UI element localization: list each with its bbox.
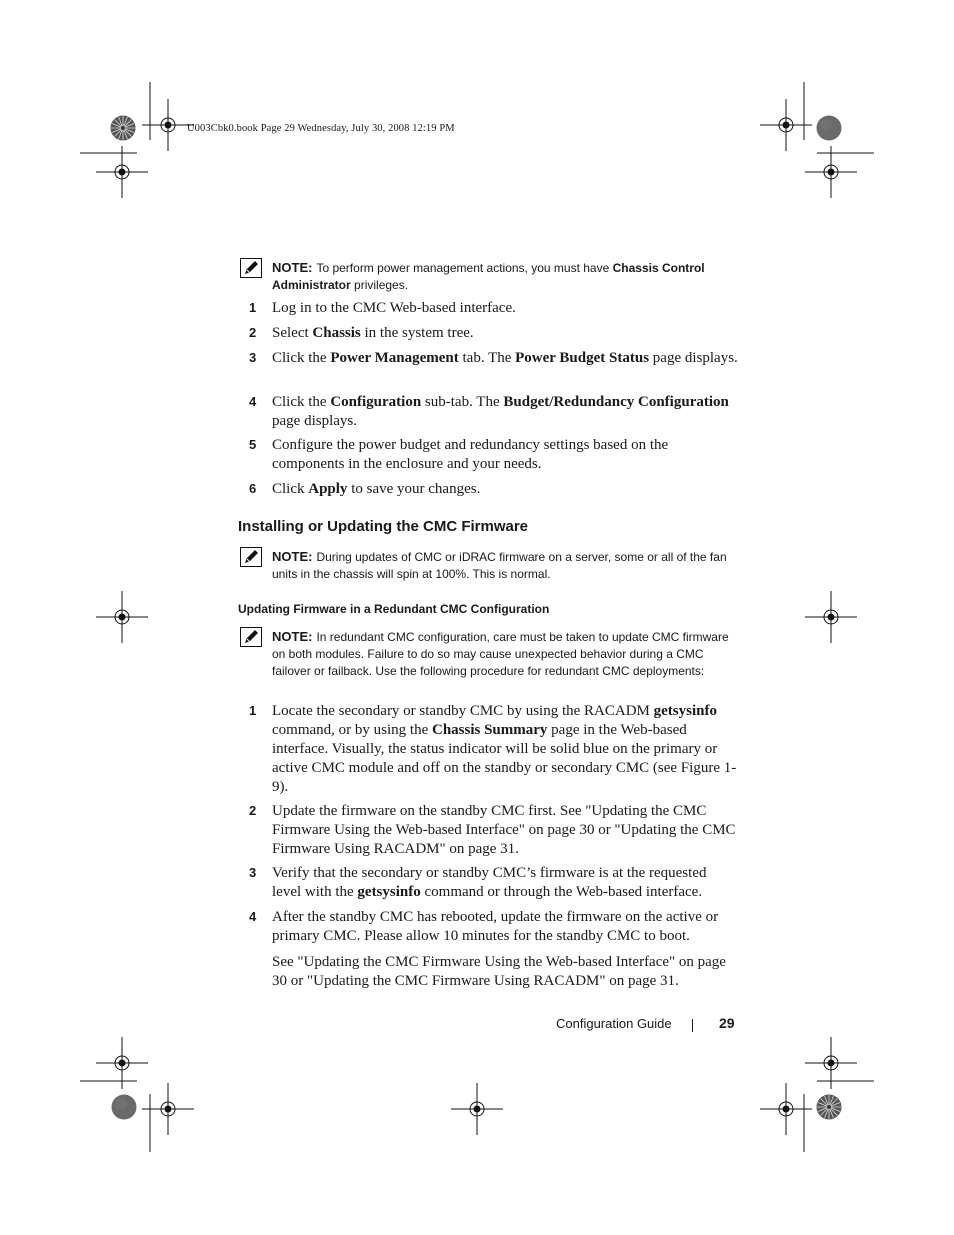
step-bold-term: getsysinfo <box>653 703 717 719</box>
crop-registration-mark-icon <box>451 1083 503 1135</box>
step-text-run: command, or by using the <box>272 722 432 738</box>
firmware-step-number: 3 <box>249 865 257 880</box>
note-text-bold: Chassis Control Administrator <box>272 261 705 292</box>
power-step-text <box>272 393 738 431</box>
pencil-note-icon <box>240 627 262 647</box>
firmware-step-text <box>272 802 738 859</box>
step-text-run: Click the <box>272 350 331 366</box>
step-text-run: Click the <box>272 394 331 410</box>
firmware-step-number: 2 <box>249 803 257 818</box>
note-power-management <box>272 259 738 294</box>
step-bold-term: Apply <box>308 481 348 497</box>
step-4-followup: See "Updating the CMC Firmware Using the Web-based Interface" on page 30 or "Updating the CMC Firmware Using RACADM" on page 31. <box>272 954 726 989</box>
gray-registration-target-icon <box>817 116 842 141</box>
firmware-step-text <box>272 702 738 797</box>
crop-registration-mark-icon <box>111 116 136 141</box>
power-step-text <box>272 299 738 318</box>
step-text-run: page displays. <box>649 350 738 366</box>
step-bold-term: Chassis Summary <box>431 722 548 738</box>
step-bold-term: Configuration <box>330 394 422 410</box>
pencil-note-icon <box>240 547 262 567</box>
step-text-run: Locate the secondary or standby CMC by using the RACADM <box>272 703 654 719</box>
power-step-number: 1 <box>249 300 257 315</box>
step-text-run: in the system tree. <box>360 325 474 341</box>
side-mark-right <box>805 591 857 643</box>
step-text-run: command or through the Web-based interface. <box>420 884 703 900</box>
crop-mark-bottom-right <box>760 1037 874 1152</box>
step-text-run: After the standby CMC has rebooted, update the firmware on the active or primary CMC. Please allow 10 minutes for the standby CMC to boot. <box>272 909 719 944</box>
note-text: During updates of CMC or iDRAC firmware on a server, some or all of the fan units in the chassis will spin at 100%. This is normal. <box>272 550 727 581</box>
footer-title: Configuration Guide <box>556 1016 672 1031</box>
step-bold-term: Chassis <box>312 325 361 341</box>
step-text-run: Configure the power budget and redundancy settings based on the components in the enclosure and your needs. <box>272 437 669 472</box>
note-label: NOTE: <box>272 629 313 644</box>
step-text-run: page displays. <box>272 413 357 429</box>
subsection-heading: Updating Firmware in a Redundant CMC Configuration <box>238 602 550 616</box>
crop-mark-top-left <box>80 82 194 198</box>
power-step-number: 4 <box>249 394 257 409</box>
step-text-run: page in the Web-based interface. Visually, the status indicator will be solid blue on the primary or active CMC module and off on the standby or secondary CMC (see Figure 1-9). <box>272 722 737 795</box>
power-step-number: 6 <box>249 481 257 496</box>
step-text-run: sub-tab. The <box>421 394 504 410</box>
note-label: NOTE: <box>272 260 313 275</box>
step-bold-term: Budget/Redundancy Configuration <box>503 394 729 410</box>
note-redundant-cmc <box>272 628 738 680</box>
crop-mark-bottom-left <box>80 1037 194 1152</box>
step-bold-term: getsysinfo <box>357 884 421 900</box>
crop-registration-mark-icon <box>817 1095 842 1120</box>
page-number: 29 <box>719 1015 735 1031</box>
step-text-run: Update the firmware on the standby CMC first. See "Updating the CMC Firmware Using the Web-based Interface" on page 30 or "Updating the CMC Firmware Using RACADM" on page 31. <box>272 803 736 857</box>
note-fan-units <box>272 548 738 583</box>
power-step-text <box>272 436 738 474</box>
firmware-step-number: 4 <box>249 909 257 924</box>
step-text-run: Log in to the CMC Web-based interface. <box>272 300 516 316</box>
note-text: In redundant CMC configuration, care must be taken to update CMC firmware on both modules. Failure to do so may cause unexpected behavior during a CMC failover or failback. Use the following procedure for redundant CMC deployments: <box>272 630 729 678</box>
step-text-run: to save your changes. <box>347 481 481 497</box>
crop-registration-mark-icon <box>805 591 857 643</box>
crop-mark-top-right <box>760 82 874 198</box>
footer-separator <box>692 1019 693 1032</box>
crop-registration-mark-icon <box>805 146 857 198</box>
power-step-text <box>272 480 738 499</box>
note-text-post: privileges. <box>350 278 409 292</box>
step-text-run: Click <box>272 481 309 497</box>
pencil-note-icon <box>240 258 262 278</box>
power-step-text <box>272 349 738 368</box>
step-text-run: Verify that the secondary or standby CMC’s firmware is at the requested level with the <box>272 865 707 900</box>
firmware-step-number: 1 <box>249 703 257 718</box>
crop-registration-mark-icon <box>96 146 148 198</box>
note-text-pre: To perform power management actions, you must have <box>316 261 613 275</box>
side-mark-left <box>96 591 148 643</box>
header-slug: U003Cbk0.book Page 29 Wednesday, July 30, 2008 12:19 PM <box>187 123 455 134</box>
power-step-number: 2 <box>249 325 257 340</box>
firmware-step-text <box>272 908 738 946</box>
note-label: NOTE: <box>272 549 313 564</box>
crop-registration-mark-icon <box>96 591 148 643</box>
power-step-text <box>272 324 738 343</box>
step-text-run: Select <box>272 325 313 341</box>
power-step-number: 5 <box>249 437 257 452</box>
step-text-run: tab. The <box>458 350 516 366</box>
bottom-center-mark <box>451 1083 503 1135</box>
firmware-step-text <box>272 864 738 902</box>
section-heading: Installing or Updating the CMC Firmware <box>238 518 529 535</box>
step-bold-term: Power Budget Status <box>515 350 650 366</box>
gray-registration-target-icon <box>112 1095 137 1120</box>
step-bold-term: Power Management <box>330 350 459 366</box>
power-step-number: 3 <box>249 350 257 365</box>
